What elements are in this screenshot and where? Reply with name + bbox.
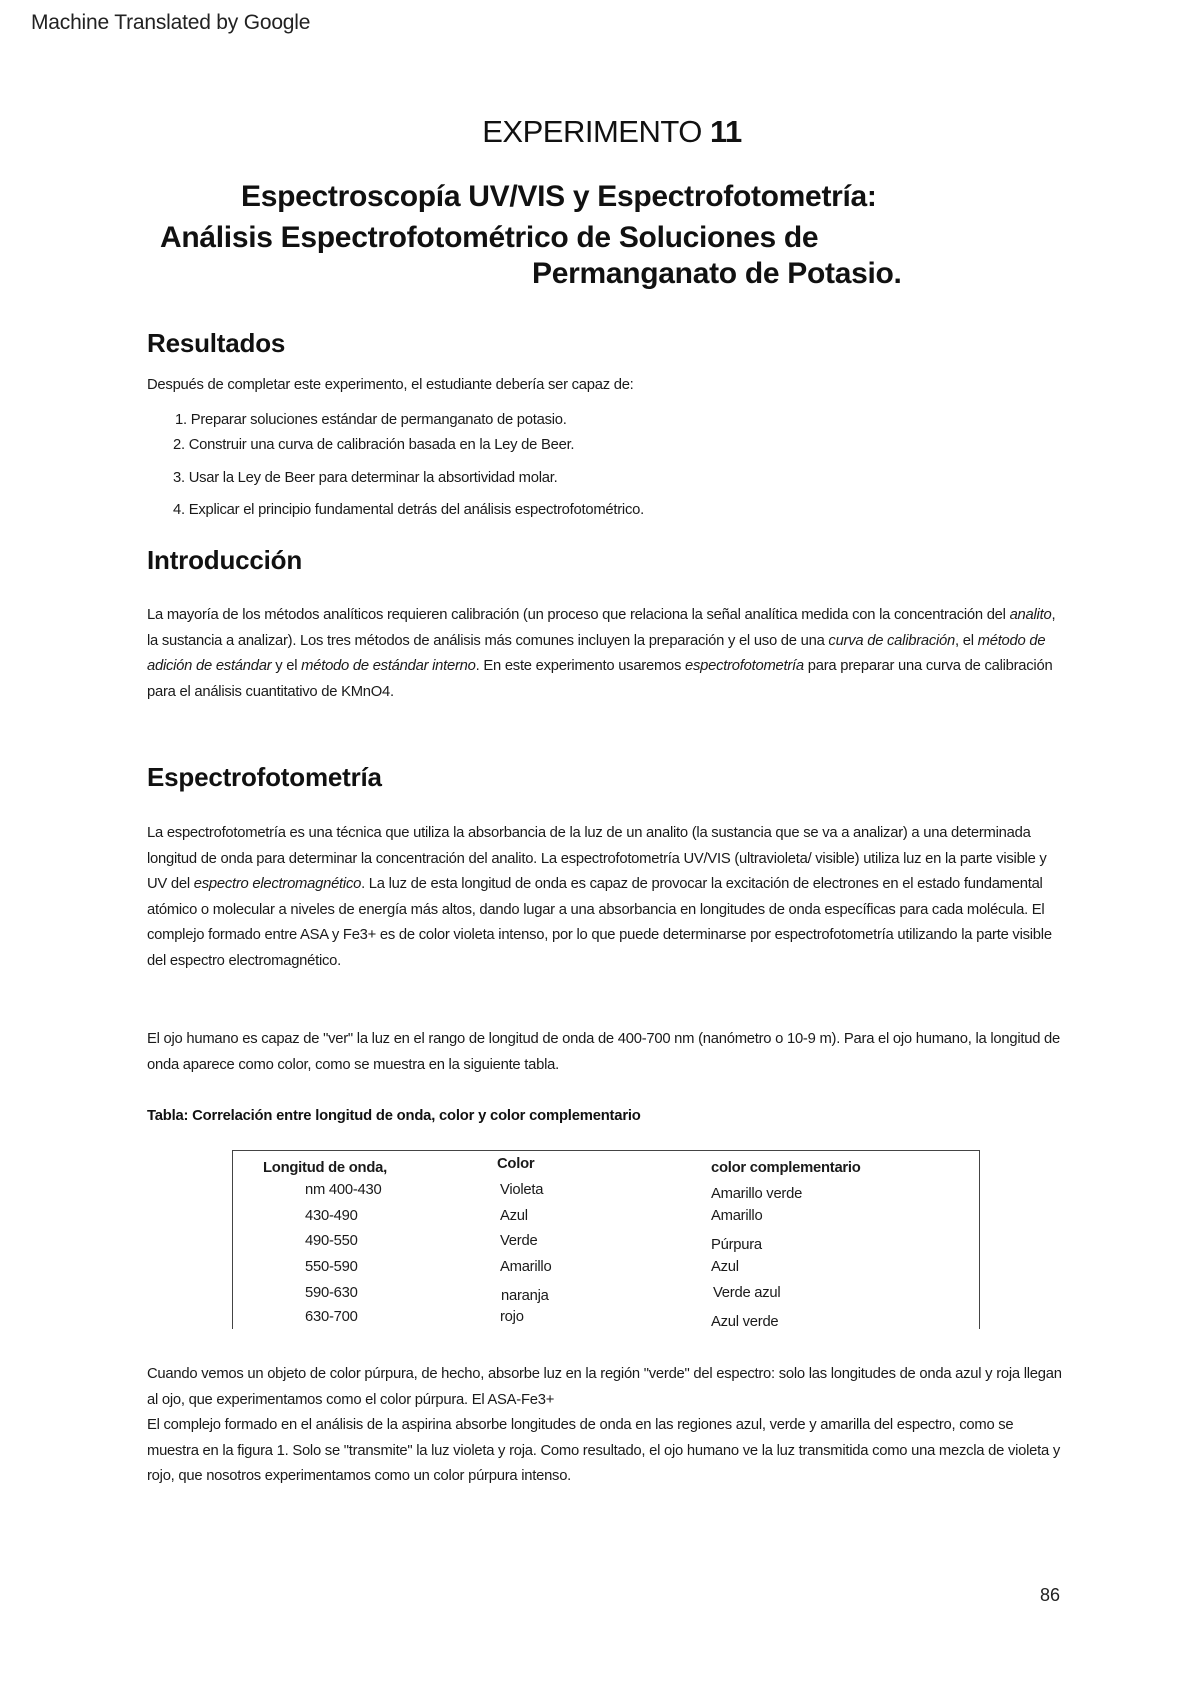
section-heading-introduccion: Introducción bbox=[147, 545, 303, 575]
table-caption: Tabla: Correlación entre longitud de onda, color y color complementario bbox=[147, 1108, 641, 1124]
text: . En este experimento usaremos bbox=[475, 658, 686, 675]
text: La mayoría de los métodos analíticos requieren calibración (un proceso que relaciona la señal analítica medida con la concentración del bbox=[147, 607, 1010, 623]
espectrofotometria-paragraph-1 bbox=[147, 821, 1067, 975]
term-analito: analito bbox=[1009, 607, 1052, 623]
cell-complementary: Amarillo bbox=[711, 1208, 763, 1224]
text: La espectrofotometría es una técnica que utiliza la absorbancia de la luz de un analito (la sustancia que se va a analizar) a una determinada longitud de onda para determinar la concentración del analito. La espectrofotometría UV/VIS (ultravioleta/ visible) utiliza luz en la parte visible y UV del bbox=[147, 825, 1047, 893]
cell-wavelength: nm 400-430 bbox=[305, 1182, 382, 1198]
resultados-intro: Después de completar este experimento, el estudiante debería ser capaz de: bbox=[147, 377, 634, 393]
term-interno: método de estándar interno bbox=[301, 658, 476, 675]
cell-wavelength: 630-700 bbox=[305, 1309, 358, 1325]
title-line-1: Espectroscopía UV/VIS y Espectrofotometría: bbox=[241, 180, 877, 213]
cell-color: Verde bbox=[500, 1233, 538, 1249]
cell-color: Azul bbox=[500, 1208, 528, 1224]
cell-complementary: Azul verde bbox=[711, 1314, 779, 1330]
experiment-number: 11 bbox=[709, 114, 742, 149]
table-header-color: Color bbox=[497, 1156, 535, 1172]
title-line-3: Permanganato de Potasio. bbox=[532, 257, 902, 290]
objective-item: 1. Preparar soluciones estándar de permanganato de potasio. bbox=[175, 412, 567, 428]
page-number: 86 bbox=[1040, 1585, 1061, 1605]
section-heading-espectrofotometria: Espectrofotometría bbox=[147, 762, 382, 792]
paragraph-3-part-2: El complejo formado en el análisis de la aspirina absorbe longitudes de onda en las regiones azul, verde y amarilla del espectro, como se muestra en la figura 1. Solo se "transmite" la luz violeta y roja. Como resultado, el ojo humano ve la luz transmitida como una mezcla de violeta y rojo, que nosotros experimentamos como un color púrpura intenso. bbox=[147, 1417, 1060, 1485]
cell-wavelength: 430-490 bbox=[305, 1208, 358, 1224]
term-adicion: método de adición de estándar bbox=[147, 632, 1046, 675]
introduccion-paragraph bbox=[147, 603, 1067, 705]
table-header-complementary: color complementario bbox=[711, 1160, 861, 1176]
espectrofotometria-paragraph-3 bbox=[147, 1362, 1067, 1490]
section-heading-resultados: Resultados bbox=[147, 328, 286, 358]
table-header-wavelength: Longitud de onda, bbox=[263, 1160, 387, 1176]
text: para preparar una curva de calibración para el análisis cuantitativo de KMnO4. bbox=[147, 658, 1053, 700]
cell-wavelength: 550-590 bbox=[305, 1259, 358, 1275]
espectrofotometria-paragraph-2: El ojo humano es capaz de "ver" la luz en el rango de longitud de onda de 400-700 nm (nanómetro o 10-9 m). Para el ojo humano, la longitud de onda aparece como color, como se muestra en la siguiente tabla. bbox=[147, 1031, 1061, 1073]
term-espectrofotometria: espectrofotometría bbox=[685, 658, 804, 675]
wavelength-color-table bbox=[232, 1150, 980, 1329]
objective-item: 2. Construir una curva de calibración basada en la Ley de Beer. bbox=[173, 437, 575, 453]
cell-color: Violeta bbox=[500, 1182, 544, 1198]
term-curva: curva de calibración bbox=[828, 632, 956, 649]
machine-translation-watermark: Machine Translated by Google bbox=[31, 11, 311, 34]
text: , el bbox=[955, 632, 978, 649]
cell-wavelength: 490-550 bbox=[305, 1233, 358, 1249]
term-espectro-electromagnetico: espectro electromagnético bbox=[193, 876, 362, 893]
cell-complementary: Azul bbox=[711, 1259, 739, 1275]
cell-color: naranja bbox=[501, 1288, 549, 1304]
text: y el bbox=[271, 658, 302, 675]
text: . La luz de esta longitud de onda es capaz de provocar la excitación de electrones en el estado fundamental atómico o molecular a niveles de energía más altos, dando lugar a una absorbancia en longitudes de onda específicas para cada molécula. El complejo formado entre ASA y Fe3+ es de color violeta intenso, por lo que puede determinarse por espectrofotometría utilizando la parte visible del espectro electromagnético. bbox=[147, 876, 1052, 969]
cell-complementary: Amarillo verde bbox=[711, 1186, 803, 1202]
text: , la sustancia a analizar). Los tres métodos de análisis más comunes incluyen la preparación y el uso de una bbox=[147, 607, 1056, 649]
title-line-2: Análisis Espectrofotométrico de Soluciones de bbox=[160, 221, 819, 254]
cell-wavelength: 590-630 bbox=[305, 1285, 358, 1301]
experiment-header bbox=[0, 114, 1200, 150]
cell-complementary: Púrpura bbox=[711, 1237, 762, 1253]
experiment-label: EXPERIMENTO bbox=[482, 114, 702, 149]
cell-complementary: Verde azul bbox=[713, 1285, 781, 1301]
objective-item: 3. Usar la Ley de Beer para determinar la absortividad molar. bbox=[173, 470, 558, 486]
cell-color: Amarillo bbox=[500, 1259, 552, 1275]
objective-item: 4. Explicar el principio fundamental detrás del análisis espectrofotométrico. bbox=[173, 502, 644, 518]
cell-color: rojo bbox=[500, 1309, 524, 1325]
paragraph-3-part-1: Cuando vemos un objeto de color púrpura, de hecho, absorbe luz en la región "verde" del espectro: solo las longitudes de onda azul y roja llegan al ojo, que experimentamos como el color púrpura. El ASA-Fe3+ bbox=[147, 1366, 1062, 1408]
